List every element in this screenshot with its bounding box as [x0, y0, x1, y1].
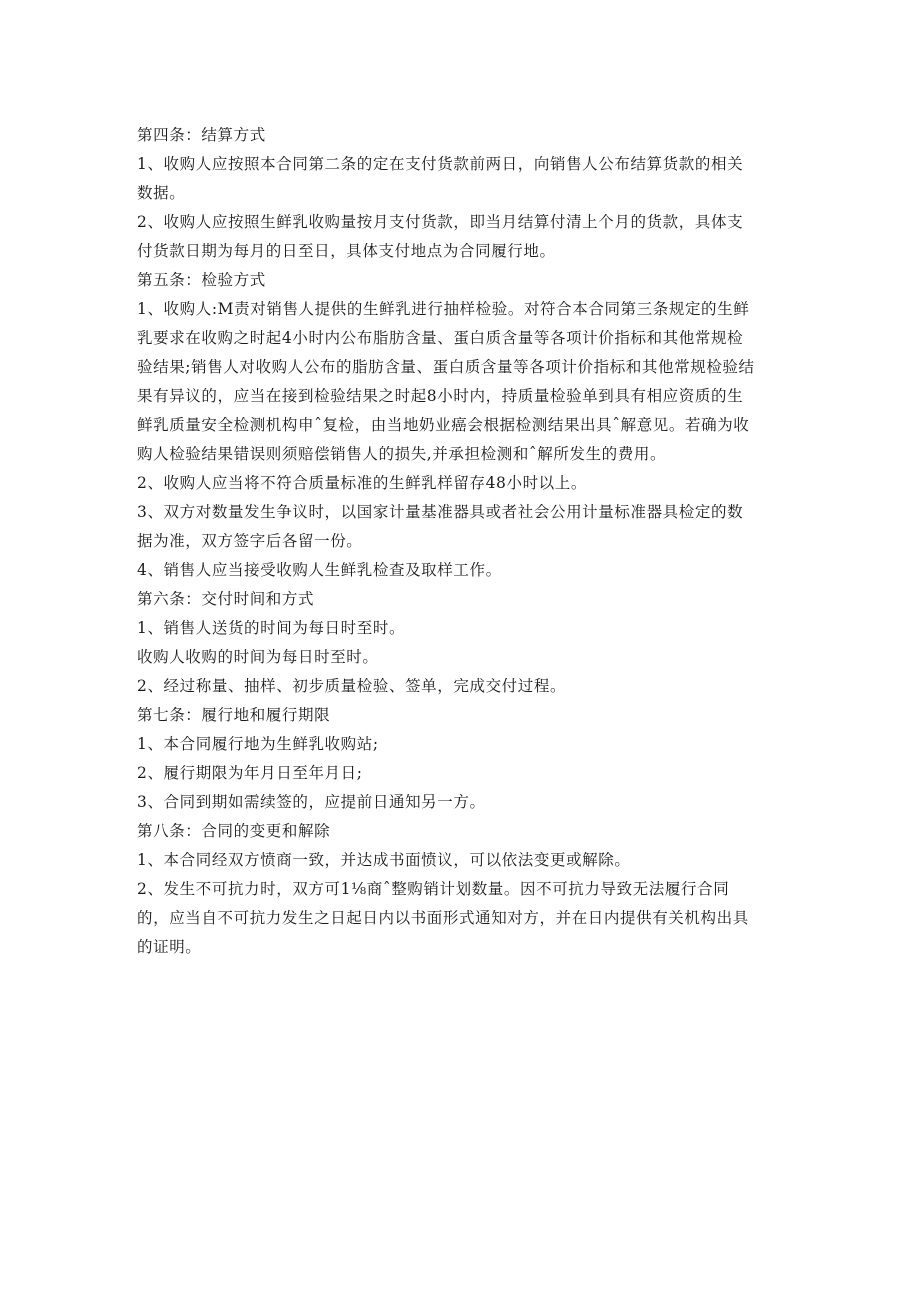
article-4-clause-2-cont: 付货款日期为每月的日至日，具体支付地点为合同履行地。	[137, 242, 556, 260]
document-body	[137, 121, 793, 962]
article-7-heading: 第七条：履行地和履行期限	[137, 706, 331, 724]
article-6-clause-1-cont: 收购人收购的时间为每日时至时。	[137, 648, 379, 666]
article-4-heading: 第四条：结算方式	[137, 126, 266, 144]
article-4-clause-1-cont: 数据。	[137, 184, 186, 202]
article-5-clause-1: 1、收购人:M责对销售人提供的生鲜乳进行抽样检验。对符合本合同第三条规定的生鲜	[137, 300, 750, 318]
article-6-clause-1: 1、销售人送货的时间为每日时至时。	[137, 619, 406, 637]
article-5-clause-1-cont: 鲜乳质量安全检测机构申ˆ复检，由当地奶业癌会根据检测结果出具ˆ解意见。若确为收	[137, 416, 750, 434]
article-6-heading: 第六条：交付时间和方式	[137, 590, 315, 608]
article-5-clause-1-cont: 验结果;销售人对收购人公布的脂肪含量、蛋白质含量等各项计价指标和其他常规检验结	[137, 358, 755, 376]
article-7-clause-1: 1、本合同履行地为生鲜乳收购站;	[137, 735, 379, 753]
article-8-clause-1: 1、本合同经双方愤商一致，并达成书面愤议，可以依法变更或解除。	[137, 851, 631, 869]
article-5-clause-3: 3、双方对数量发生争议时，以国家计量基准器具或者社会公用计量标准器具检定的数	[137, 503, 744, 521]
article-4-clause-2: 2、收购人应按照生鲜乳收购量按月支付货款，即当月结算付清上个月的货款，具体支	[137, 213, 744, 231]
article-8-heading: 第八条：合同的变更和解除	[137, 822, 331, 840]
article-6-clause-2: 2、经过称量、抽样、初步质量检验、签单，完成交付过程。	[137, 677, 567, 695]
article-7-clause-3: 3、合同到期如需续签的，应提前日通知另一方。	[137, 793, 486, 811]
article-5-clause-1-cont: 乳要求在收购之时起4小时内公布脂肪含量、蛋白质含量等各项计价指标和其他常规检	[137, 329, 744, 347]
article-5-clause-1-cont: 果有异议的，应当在接到检验结果之时起8小时内，持质量检验单到具有相应资质的生	[137, 387, 744, 405]
article-5-heading: 第五条：检验方式	[137, 271, 266, 289]
article-5-clause-2: 2、收购人应当将不符合质量标准的生鲜乳样留存48小时以上。	[137, 474, 587, 492]
article-8-clause-2: 2、发生不可抗力时，双方可1⅛商ˆ整购销计划数量。因不可抗力导致无法履行合同	[137, 880, 730, 898]
article-8-clause-2-cont: 的，应当自不可抗力发生之日起日内以书面形式通知对方，并在日内提供有关机构出具	[137, 909, 749, 927]
article-5-clause-1-cont: 购人检验结果错误则须赔偿销售人的损失,并承担检测和ˆ解所发生的费用。	[137, 445, 667, 463]
article-5-clause-4: 4、销售人应当接受收购人生鲜乳检查及取样工作。	[137, 561, 502, 579]
article-4-clause-1: 1、收购人应按照本合同第二条的定在支付货款前两日，向销售人公布结算货款的相关	[137, 155, 744, 173]
article-7-clause-2: 2、履行期限为年月日至年月日;	[137, 764, 363, 782]
article-5-clause-3-cont: 据为准，双方签字后各留一份。	[137, 532, 363, 550]
article-8-clause-2-cont: 的证明。	[137, 938, 202, 956]
